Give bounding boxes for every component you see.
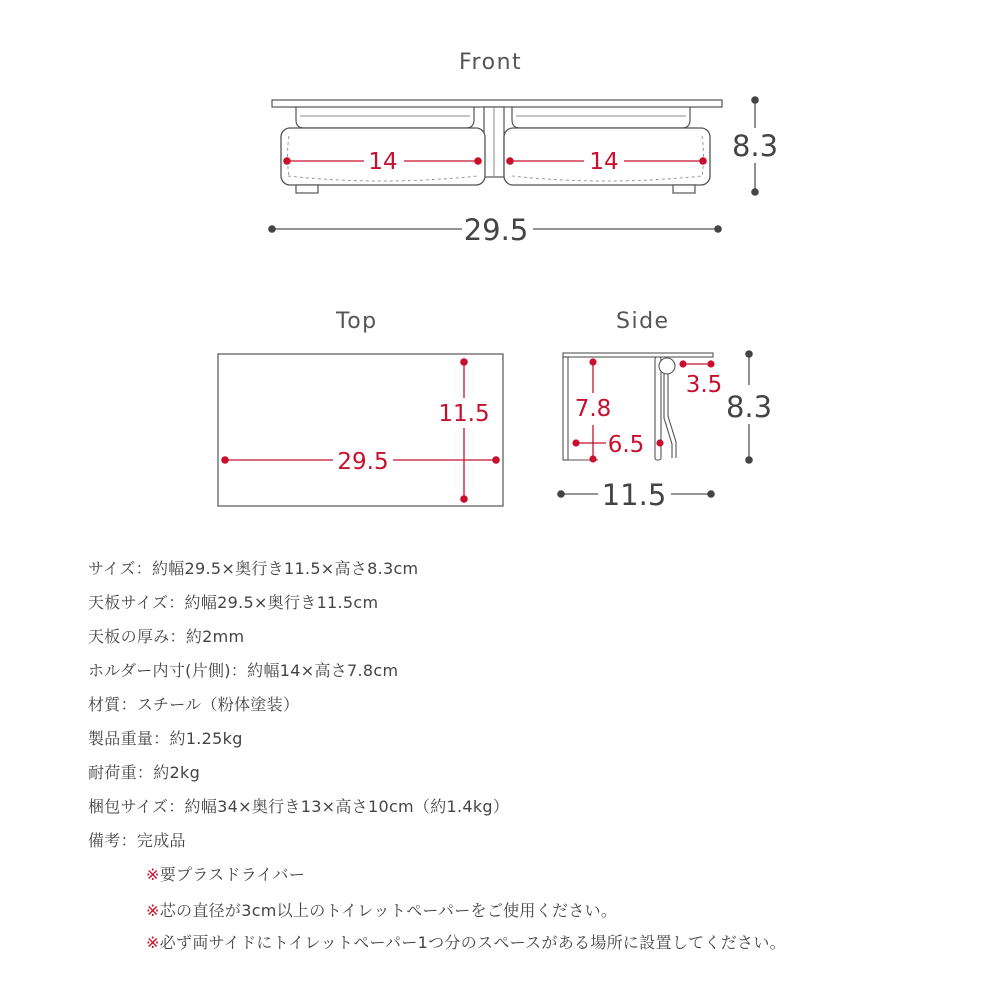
top-view-title: Top [336, 309, 378, 334]
top-plate-outline [218, 354, 503, 506]
spec-package-size: 梱包サイズ：約幅34×奥行き13×高さ10cm（約1.4kg） [88, 797, 510, 816]
note-core-diameter: ※芯の直径が3cm以上のトイレットペーパーをご使用ください。 [146, 901, 618, 920]
spec-plate-thickness: 天板の厚み：約2mm [88, 627, 245, 646]
side-back-plate [563, 357, 568, 460]
front-right-width-label: 14 [589, 149, 619, 175]
spec-separator: ： [168, 797, 185, 816]
note-mark: ※ [146, 901, 160, 920]
spec-separator: ： [135, 559, 152, 578]
side-roller-knob [659, 358, 675, 374]
front-top-plate [272, 100, 722, 107]
front-right-roll-back [512, 107, 690, 128]
spec-separator: ： [169, 627, 186, 646]
side-depth-label: 11.5 [601, 478, 667, 512]
front-right-foot [673, 185, 695, 193]
front-left-roll-back [296, 107, 474, 128]
top-width-label: 29.5 [337, 449, 389, 475]
top-depth-label: 11.5 [438, 401, 490, 427]
top-view [218, 354, 503, 506]
side-height-label: 8.3 [725, 390, 773, 424]
note-mark: ※ [146, 933, 160, 952]
front-left-width-label: 14 [368, 149, 398, 175]
spec-separator: ： [120, 695, 137, 714]
note-installation-space: ※必ず両サイドにトイレットペーパー1つ分のスペースがある場所に設置してください。 [146, 933, 786, 952]
spec-separator: ： [120, 831, 137, 850]
spec-holder-inner-size: ホルダー内寸(片側)：約幅14×高さ7.8cm [88, 661, 399, 680]
spec-separator: ： [136, 763, 154, 782]
spec-size: サイズ：約幅29.5×奥行き11.5×高さ8.3cm [88, 559, 419, 578]
spec-separator: ： [168, 593, 185, 612]
front-total-width-label: 29.5 [463, 213, 529, 247]
front-left-foot [296, 185, 318, 193]
spec-material: 材質：スチール（粉体塗装） [88, 695, 300, 714]
spec-remarks: 備考：完成品 [88, 831, 186, 850]
spec-separator: ： [230, 661, 248, 680]
front-view [268, 96, 778, 247]
note-mark: ※ [146, 865, 160, 884]
side-view-title: Side [616, 309, 670, 334]
side-inner-depth-label: 6.5 [607, 432, 645, 458]
note-screwdriver: ※要プラスドライバー [146, 865, 306, 884]
front-view-title: Front [459, 50, 523, 75]
side-gap-label: 3.5 [685, 372, 723, 398]
side-top-plate [563, 353, 713, 357]
spec-top-plate-size: 天板サイズ：約幅29.5×奥行き11.5cm [88, 593, 379, 612]
spec-weight: 製品重量：約1.25kg [88, 729, 243, 748]
front-height-label: 8.3 [731, 129, 779, 163]
side-inner-height-label: 7.8 [574, 396, 612, 422]
spec-load-capacity: 耐荷重：約2kg [88, 763, 201, 782]
spec-separator: ： [153, 729, 170, 748]
side-view [557, 350, 772, 512]
